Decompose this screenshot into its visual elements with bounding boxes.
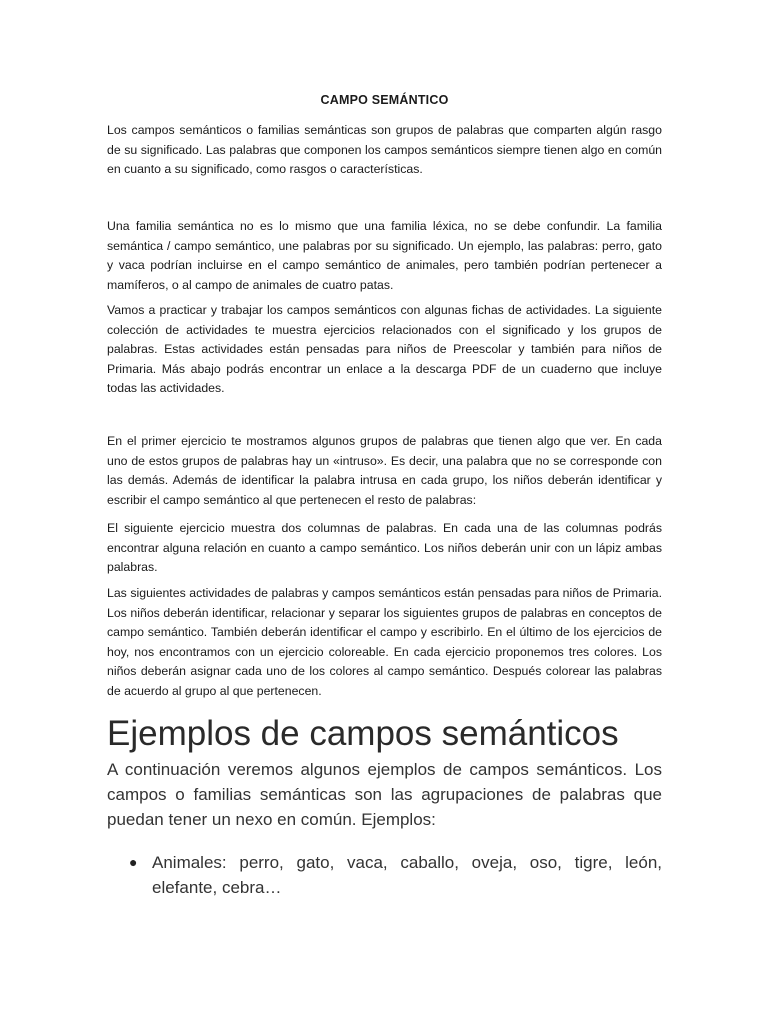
list-item-text: Animales: perro, gato, vaca, caballo, oveja, oso, tigre, león, elefante, cebra… [152, 853, 662, 897]
paragraph-first-exercise: En el primer ejercicio te mostramos algunos grupos de palabras que tienen algo que ver. En cada uno de estos grupos de palabras hay un «intruso». Es decir, una palabra que no se corresponde con las demás. Además de identificar la palabra intrusa en cada grupo, los niños deberán identificar y escribir el campo semántico al que pertenecen el resto de palabras: [107, 434, 662, 507]
paragraph-primary-activities: Las siguientes actividades de palabras y campos semánticos están pensadas para niños de Primaria. Los niños deberán identificar, relacionar y separar los siguientes grupos de palabras en conceptos de campo semántico. También deberán identificar el campo y escribirlo. En el último de los ejercicios de hoy, nos encontramos con un ejercicio coloreable. En cada ejercicio proponemos tres colores. Los niños deberán asignar cada uno de los colores al campo semántico. Después colorear las palabras de acuerdo al grupo al que pertenecen. [107, 586, 662, 698]
paragraph-second-exercise: El siguiente ejercicio muestra dos columnas de palabras. En cada una de las columnas podrás encontrar alguna relación en cuanto a campo semántico. Los niños deberán unir con un lápiz ambas palabras. [107, 521, 662, 574]
examples-heading: Ejemplos de campos semánticos [107, 714, 619, 753]
examples-list [107, 850, 662, 900]
list-item [107, 850, 662, 900]
paragraph-semantic-vs-lexical: Una familia semántica no es lo mismo que una familia léxica, no se debe confundir. La familia semántica / campo semántico, une palabras por su significado. Un ejemplo, las palabras: perro, gato y vaca podrían incluirse en el campo semántico de animales, pero también podrían pertenecer a mamíferos, o al campo de animales de cuatro patas. [107, 219, 662, 292]
examples-intro: A continuación veremos algunos ejemplos de campos semánticos. Los campos o familias semánticas son las agrupaciones de palabras que puedan tener un nexo en común. Ejemplos: [107, 760, 662, 829]
document-title: CAMPO SEMÁNTICO [320, 93, 449, 107]
paragraph-definition: Los campos semánticos o familias semánticas son grupos de palabras que comparten algún rasgo de su significado. Las palabras que componen los campos semánticos siempre tienen algo en común en cuanto a su significado, como rasgos o características. [107, 123, 662, 176]
bullet-icon: ● [129, 854, 138, 870]
paragraph-activities-intro: Vamos a practicar y trabajar los campos semánticos con algunas fichas de actividades. La siguiente colección de actividades te muestra ejercicios relacionados con el significado y los grupos de palabras. Estas actividades están pensadas para niños de Preescolar y también para niños de Primaria. Más abajo podrás encontrar un enlace a la descarga PDF de un cuaderno que incluye todas las actividades. [107, 303, 662, 395]
